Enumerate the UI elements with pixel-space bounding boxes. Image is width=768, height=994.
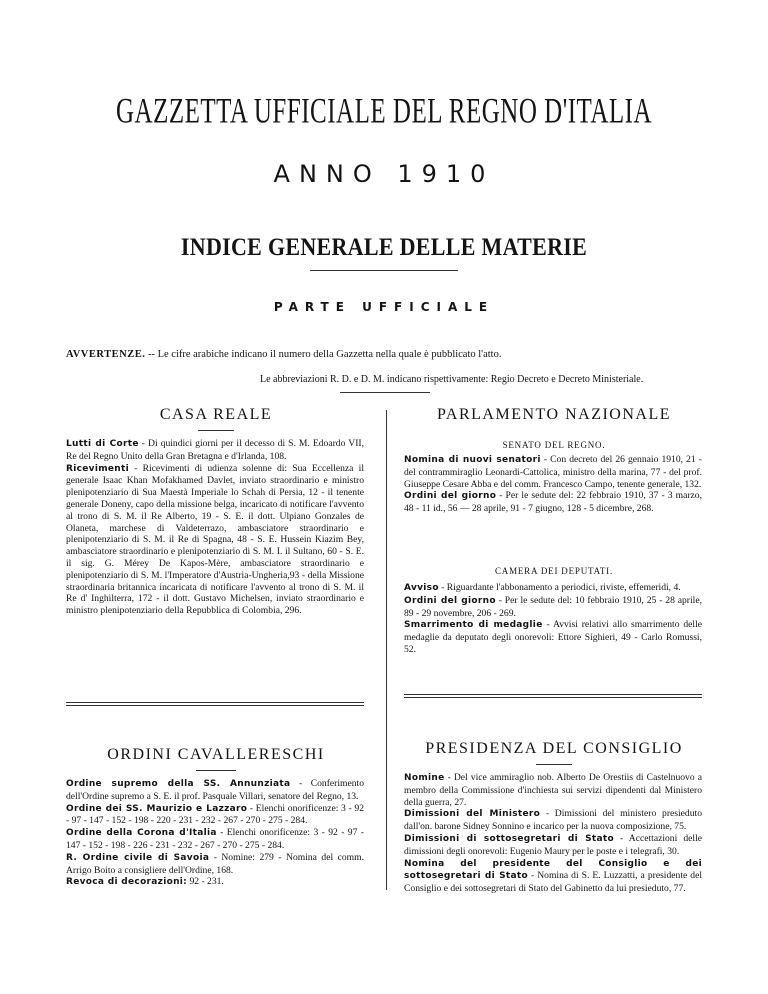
entry-text: - Con decreto del 26 gennaio 1910, 21 - del contrammiraglio Leonardi-Cattolica, ministro della marina, 77 - del prof. Giuseppe Cesare Abba e del comm. Francesco Campo, tenente generale, 132. bbox=[404, 454, 702, 490]
list-item bbox=[66, 803, 364, 828]
list-item bbox=[66, 827, 364, 852]
entry-text: - Del vice ammiraglio nob. Alberto De Orestiis di Castelnuovo a membro della Commissione d'inchiesta sui servizi dipendenti dal Ministero della guerra, 27. bbox=[404, 772, 702, 808]
divider bbox=[198, 430, 234, 431]
entry-key: Nomine bbox=[404, 773, 445, 783]
entry-text: - Dimissioni del ministero presieduto dall'on. barone Sidney Sonnino e incarico per la nuova composizione, 75. bbox=[404, 808, 702, 833]
entry-text: - Conferimento dell'Ordine supremo a S. E. il prof. Pasquale Villari, senatore del Regno, 13. bbox=[66, 778, 365, 802]
list-item bbox=[404, 772, 702, 808]
divider bbox=[340, 392, 430, 393]
notice-label: AVVERTENZE. bbox=[66, 349, 146, 360]
entry-key: Dimissioni del Ministero bbox=[404, 809, 541, 820]
section-title-parlamento: PARLAMENTO NAZIONALE bbox=[437, 406, 671, 423]
section-title-casa-reale: CASA REALE bbox=[159, 406, 273, 423]
entry-key: Ordine dei SS. Maurizio e Lazzaro bbox=[66, 803, 248, 814]
subsection-camera: CAMERA DEI DEPUTATI. bbox=[494, 566, 614, 576]
abbreviations-note: Le abbreviazioni R. D. e D. M. indicano rispettivamente: Regio Decreto e Decreto Ministeriale. bbox=[260, 374, 644, 385]
section-divider bbox=[66, 702, 364, 703]
section-divider bbox=[404, 694, 702, 695]
entry-key: Dimissioni di sottosegretari di Stato bbox=[404, 833, 614, 844]
section-title-presidenza: PRESIDENZA DEL CONSIGLIO bbox=[425, 740, 683, 757]
entry-key: Lutti di Corte bbox=[66, 439, 139, 449]
list-item bbox=[66, 778, 364, 803]
divider bbox=[536, 764, 572, 765]
senato-list bbox=[404, 454, 702, 515]
entry-text: - Per le sedute del: 22 febbraio 1910, 37 - 3 marzo, 48 - 11 id., 56 — 28 aprile, 91 - 7 giugno, 128 - 5 dicembre, 268. bbox=[404, 490, 702, 515]
entry-text: - Nomina di S. E. Luzzatti, a presidente del Consiglio e dei sottosegretari di Stato del Gabinetto da lui presieduto, 77. bbox=[404, 870, 702, 895]
part-heading: PARTE UFFICIALE bbox=[273, 300, 495, 314]
list-item bbox=[404, 582, 702, 595]
divider bbox=[310, 270, 458, 271]
section-divider bbox=[66, 705, 364, 706]
list-item bbox=[404, 833, 702, 858]
entry-text: - Per le sedute del: 10 febbraio 1910, 25 - 28 aprile, 89 - 29 novembre, 206 - 269. bbox=[404, 594, 702, 619]
entry-key: Ricevimenti bbox=[66, 463, 129, 474]
list-item bbox=[66, 852, 364, 877]
list-item bbox=[404, 858, 702, 895]
list-item bbox=[404, 619, 702, 655]
casa-reale-list bbox=[66, 438, 364, 617]
list-item bbox=[404, 595, 702, 620]
entry-text: - Riguardante l'abbonamento a periodici, riviste, effemeridi, 4. bbox=[438, 582, 681, 593]
year-heading: ANNO 1910 bbox=[273, 160, 495, 188]
entry-text: - Di quindici giorni per il decesso di S. M. Edoardo VII, Re del Regno Unito della Gran Bretagna e d'Irlanda, 108. bbox=[66, 438, 364, 462]
entry-key: Ordini del giorno bbox=[404, 595, 496, 606]
entry-key: Nomina del presidente del Consiglio e dei sottosegretari di Stato bbox=[404, 858, 702, 882]
entry-key: Revoca di decorazioni: bbox=[66, 877, 188, 888]
entry-text: - Nomine: 279 - Nomina del comm. Arrigo Boito a consigliere dell'Ordine, 168. bbox=[66, 851, 364, 876]
notice-text: -- Le cifre arabiche indicano il numero della Gazzetta nella quale è pubblicato l'atto. bbox=[145, 349, 502, 360]
entry-text: - Accettazioni delle dimissioni degli onorevoli: Eugenio Maury per le poste e i telegrafi, 30. bbox=[404, 832, 702, 857]
section-title-ordini: ORDINI CAVALLERESCHI bbox=[107, 746, 325, 763]
entry-key: Ordine della Corona d'Italia bbox=[66, 828, 217, 839]
list-item bbox=[404, 454, 702, 490]
entry-key: Ordine supremo della SS. Annunziata bbox=[66, 779, 291, 789]
section-divider bbox=[404, 697, 702, 698]
notice bbox=[66, 349, 756, 360]
entry-text: 92 - 231. bbox=[187, 876, 224, 888]
list-item bbox=[66, 438, 364, 463]
entry-key: R. Ordine civile di Savoia bbox=[66, 852, 210, 863]
camera-list bbox=[404, 582, 702, 656]
presidenza-list bbox=[404, 772, 702, 895]
entry-text: - Avvisi relativi allo smarrimento delle medaglie da deputato degli onorevoli: Ettore Sighieri, 49 - Carlo Romussi, 52. bbox=[404, 619, 702, 655]
ordini-list bbox=[66, 778, 364, 889]
list-item bbox=[66, 463, 364, 617]
entry-key: Smarrimento di medaglie bbox=[404, 620, 543, 631]
index-heading: INDICE GENERALE DELLE MATERIE bbox=[180, 232, 588, 261]
list-item bbox=[404, 490, 702, 515]
newspaper-title: GAZZETTA UFFICIALE DEL REGNO D'ITALIA bbox=[115, 92, 653, 132]
entry-text: - Ricevimenti di udienza solenne di: Sua Eccellenza il generale Isaac Khan Mofakhamed Davlet, inviato straordinario e ministro plenipotenziario di Sua Maestà Imperiale lo Schah di Persia, 12 - il tenente generale Doneny, capo della missione belga, incaricato di notificare l'avvento al trono di S. M. il Re Alberto, 19 - S. E. il dott. Ulpiano Gonzales de Olaneta, marchese di Valdeterrazo, ambasciatore straordinario e plenipotenziario di S. M. il Re di Spagna, 48 - S. E. Hussein Kiazim Bey, ambasciatore straordinario e plenipotenziario di S. M. I. il Sultano, 60 - S. E. il sig. G. Mérey De Kapos-Mère, ambasciatore straordinario e plenipotenziario di S. M. l'Imperatore d'Austria-Ungheria,93 - della Missione straordinaria britannica incaricata di notificare l'avvento al trono di S. M. il Re d' Inghilterra, 172 - il dott. Gustavo Michelsen, inviato straordinario e ministro plenipotenziario della Repubblica di Colombia, 296. bbox=[66, 462, 364, 617]
entry-key: Nomina di nuovi senatori bbox=[404, 455, 541, 465]
entry-key: Avviso bbox=[404, 583, 439, 593]
entry-key: Ordini del giorno bbox=[404, 491, 497, 502]
entry-text: - Elenchi onorificenze: 3 - 92 - 97 - 147 - 152 - 198 - 220 - 231 - 232 - 267 - 270 - 275 - 284. bbox=[66, 802, 364, 827]
column-divider bbox=[386, 410, 387, 890]
divider bbox=[196, 770, 236, 771]
list-item bbox=[66, 876, 364, 889]
list-item bbox=[404, 808, 702, 833]
subsection-senato: SENATO DEL REGNO. bbox=[502, 440, 606, 450]
entry-text: - Elenchi onorificenze: 3 - 92 - 97 - 147 - 152 - 198 - 226 - 231 - 232 - 267 - 270 - 275 - 284. bbox=[66, 827, 364, 851]
